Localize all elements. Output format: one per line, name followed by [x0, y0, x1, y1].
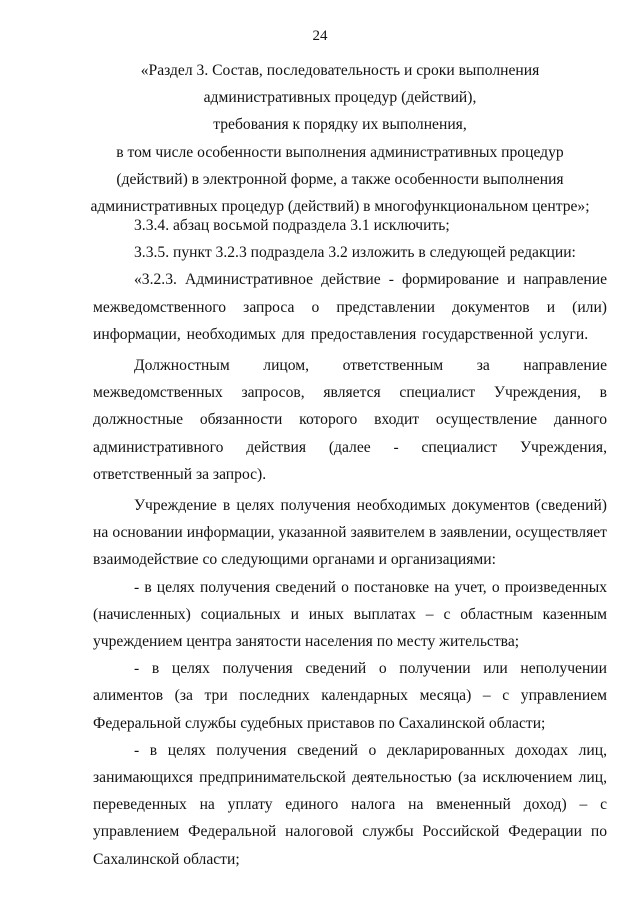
heading-line: (действий) в электронной форме, а также особенности выполнения — [116, 170, 564, 188]
paragraph-responsible-person: Должностным лицом, ответственным за направление межведомственных запросов, является специалист Учреждения, в должностные обязанности которого входит осуществление данного административного действия (далее - специалист Учреждения, ответственный за запрос). — [93, 357, 607, 483]
list-item-bailiff-service: - в целях получения сведений о получении или неполучении алиментов (за три последних календарных месяца) – с управлением Федеральной службы судебных приставов по Сахалинской области; — [93, 660, 607, 732]
heading-line: в том числе особенности выполнения административных процедур — [116, 143, 564, 161]
heading-line: требования к порядку их выполнения, — [213, 116, 467, 134]
paragraph-3-2-3: «3.2.3. Административное действие - формирование и направление межведомственного запроса о представлении документов и (или) информации, необходимых для предоставления государственной услуги. — [93, 271, 607, 343]
page-number: 24 — [312, 28, 328, 44]
list-item-employment-center: - в целях получения сведений о постановке на учет, о произведенных (начисленных) социальных и иных выплатах – с областным казенным учреждением центра занятости населения по месту жительства; — [93, 578, 607, 651]
section-heading — [60, 57, 620, 220]
heading-line: административных процедур (действий) в многофункциональном центре»; — [90, 198, 590, 216]
paragraph-3-3-5: 3.3.5. пункт 3.2.3 подраздела 3.2 изложить в следующей редакции: — [134, 244, 576, 262]
paragraph-3-3-4: 3.3.4. абзац восьмой подраздела 3.1 исключить; — [134, 217, 450, 234]
document-body — [93, 212, 607, 873]
heading-line: административных процедур (действий), — [203, 89, 477, 107]
heading-line: «Раздел 3. Состав, последовательность и сроки выполнения — [140, 62, 540, 79]
list-item-tax-service: - в целях получения сведений о декларированных доходах лиц, занимающихся предпринимательской деятельностью (за исключением лиц, переведенных на уплату единого налога на вмененный доход) – с управлением Федеральной налоговой службы Российской Федерации по Сахалинской области; — [93, 741, 607, 868]
paragraph-interaction: Учреждение в целях получения необходимых документов (сведений) на основании информации, указанной заявителем в заявлении, осуществляет взаимодействие со следующими органами и организациями: — [93, 497, 607, 569]
